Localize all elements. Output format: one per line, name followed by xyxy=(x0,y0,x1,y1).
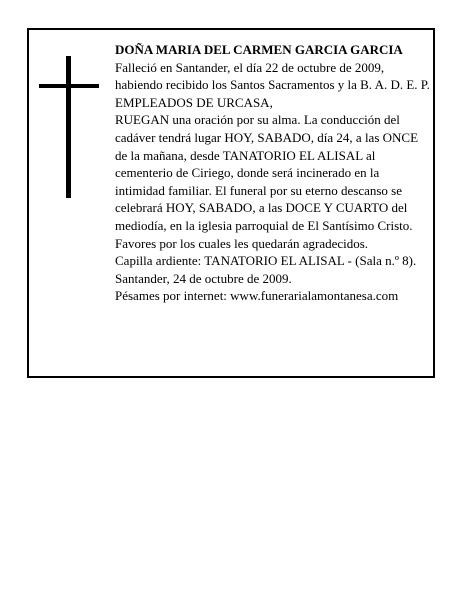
deceased-name: DOÑA MARIA DEL CARMEN GARCIA GARCIA xyxy=(115,42,403,57)
place-date: Santander, 24 de octubre de 2009. xyxy=(115,270,292,286)
chapel-info: Capilla ardiente: TANATORIO EL ALISAL - (Sala n.º 8). xyxy=(115,253,417,269)
signatory: EMPLEADOS DE URCASA, xyxy=(115,94,273,110)
condolences-line: Pésames por internet: www.funerarialamontanesa.com xyxy=(115,288,399,304)
cross-vertical-bar xyxy=(66,56,71,198)
notice-text xyxy=(115,41,431,305)
obituary-notice xyxy=(27,28,435,378)
death-statement: Falleció en Santander, el día 22 de octubre de 2009, habiendo recibido los Santos Sacramentos y la B. A. D. E. P. xyxy=(115,59,430,93)
cross-horizontal-bar xyxy=(39,84,99,88)
cross-icon xyxy=(39,56,99,198)
funeral-details: RUEGAN una oración por su alma. La conducción del cadáver tendrá lugar HOY, SABADO, día 24, a las ONCE de la mañana, desde TANATORIO EL ALISAL al cementerio de Ciriego, donde será incinerado en la intimidad familiar. El funeral por su eterno descanso se celebrará HOY, SABADO, a las DOCE Y CUARTO del mediodía, en la iglesia parroquial de El Santísimo Cristo. Favores por los cuales les quedarán agradecidos. xyxy=(115,112,419,251)
